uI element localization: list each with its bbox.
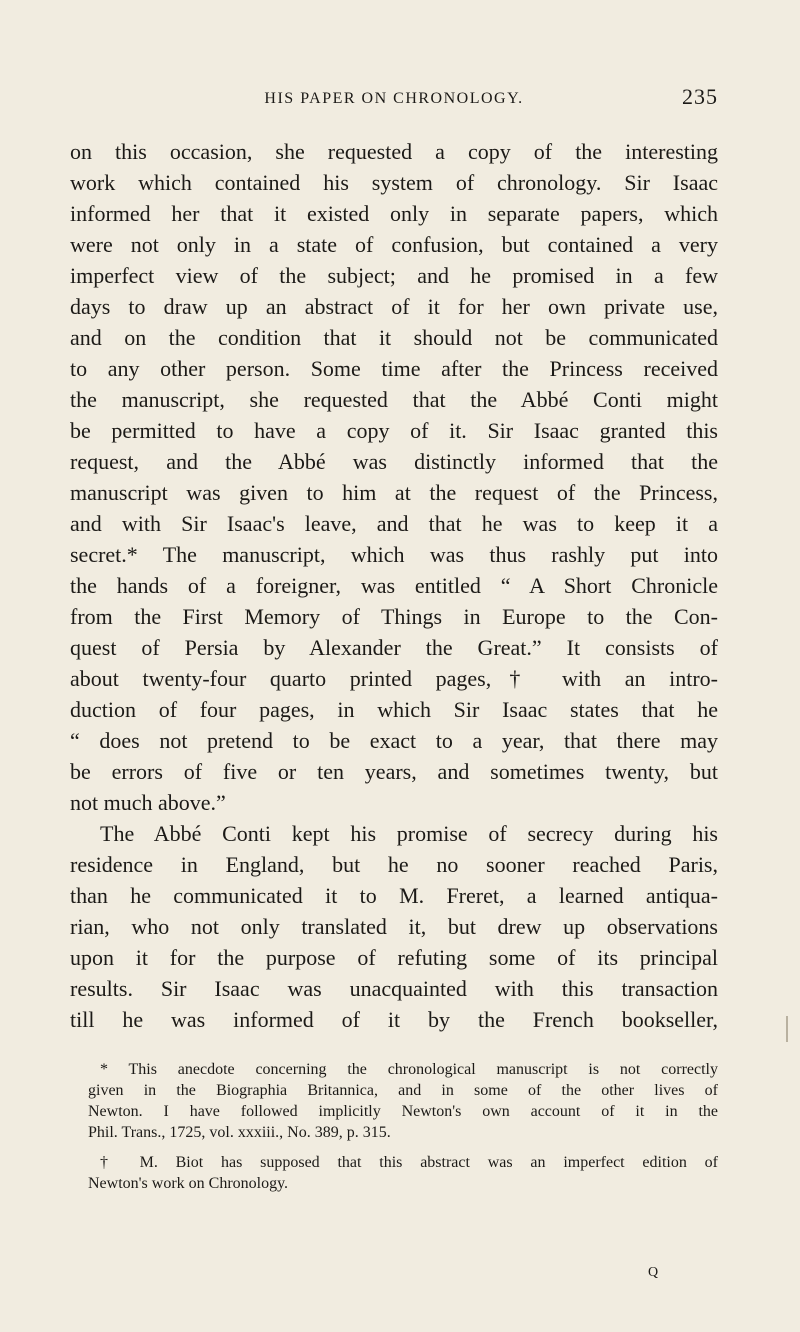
text-line: upon it for the purpose of refuting some of its principal	[70, 945, 718, 970]
text-line: days to draw up an abstract of it for her own private use,	[70, 294, 718, 319]
footnote-1	[88, 1059, 718, 1143]
paragraph-1	[70, 136, 718, 818]
footnote-line: given in the Biographia Britannica, and in some of the other lives of	[88, 1082, 718, 1099]
text-line: quest of Persia by Alexander the Great.” It consists of	[70, 635, 718, 660]
text-line: informed her that it existed only in separate papers, which	[70, 201, 718, 226]
running-head	[70, 82, 718, 112]
text-line: work which contained his system of chronology. Sir Isaac	[70, 170, 718, 195]
text-line: the hands of a foreigner, was entitled “ A Short Chronicle	[70, 573, 718, 598]
text-line: imperfect view of the subject; and he promised in a few	[70, 263, 718, 288]
footnote-line: Newton. I have followed implicitly Newton's own account of it in the	[88, 1103, 718, 1120]
footnote-line: * This anecdote concerning the chronological manuscript is not correctly	[100, 1061, 718, 1078]
footnote-line: † M. Biot has supposed that this abstract was an imperfect edition of	[100, 1154, 718, 1171]
text-line: manuscript was given to him at the request of the Princess,	[70, 480, 718, 505]
margin-mark	[786, 1016, 788, 1042]
text-line: results. Sir Isaac was unacquainted with this transaction	[70, 976, 718, 1001]
text-line: about twenty-four quarto printed pages,† with an intro-	[70, 666, 718, 691]
footnote-line: Newton's work on Chronology.	[88, 1175, 289, 1192]
text-line: the manuscript, she requested that the Abbé Conti might	[70, 387, 718, 412]
footnotes	[88, 1059, 718, 1203]
text-line: “ does not pretend to be exact to a year, that there may	[70, 728, 718, 753]
text-line: secret.* The manuscript, which was thus rashly put into	[70, 542, 718, 567]
text-line: and with Sir Isaac's leave, and that he was to keep it a	[70, 511, 718, 536]
text-line: to any other person. Some time after the Princess received	[70, 356, 718, 381]
text-line: duction of four pages, in which Sir Isaac states that he	[70, 697, 718, 722]
text-line: be permitted to have a copy of it. Sir Isaac granted this	[70, 418, 718, 443]
running-title: HIS PAPER ON CHRONOLOGY.	[264, 90, 524, 107]
paragraph-2	[70, 818, 718, 1035]
signature-mark: Q	[648, 1265, 660, 1280]
text-line: request, and the Abbé was distinctly informed that the	[70, 449, 718, 474]
text-line: were not only in a state of confusion, but contained a very	[70, 232, 718, 257]
text-line: from the First Memory of Things in Europe to the Con-	[70, 604, 718, 629]
text-line: be errors of five or ten years, and sometimes twenty, but	[70, 759, 718, 784]
text-line: than he communicated it to M. Freret, a learned antiqua-	[70, 883, 718, 908]
footnote-line: Phil. Trans., 1725, vol. xxxiii., No. 389, p. 315.	[88, 1124, 391, 1141]
text-line: till he was informed of it by the French bookseller,	[70, 1007, 718, 1032]
text-line: residence in England, but he no sooner reached Paris,	[70, 852, 718, 877]
body-text	[70, 136, 718, 1035]
page-number: 235	[682, 84, 718, 109]
text-line: on this occasion, she requested a copy of the interesting	[70, 139, 718, 164]
text-line: and on the condition that it should not be communicated	[70, 325, 718, 350]
text-line: not much above.”	[70, 790, 226, 815]
footnote-2	[88, 1152, 718, 1194]
text-line: rian, who not only translated it, but drew up observations	[70, 914, 718, 939]
text-line: The Abbé Conti kept his promise of secrecy during his	[100, 821, 718, 846]
